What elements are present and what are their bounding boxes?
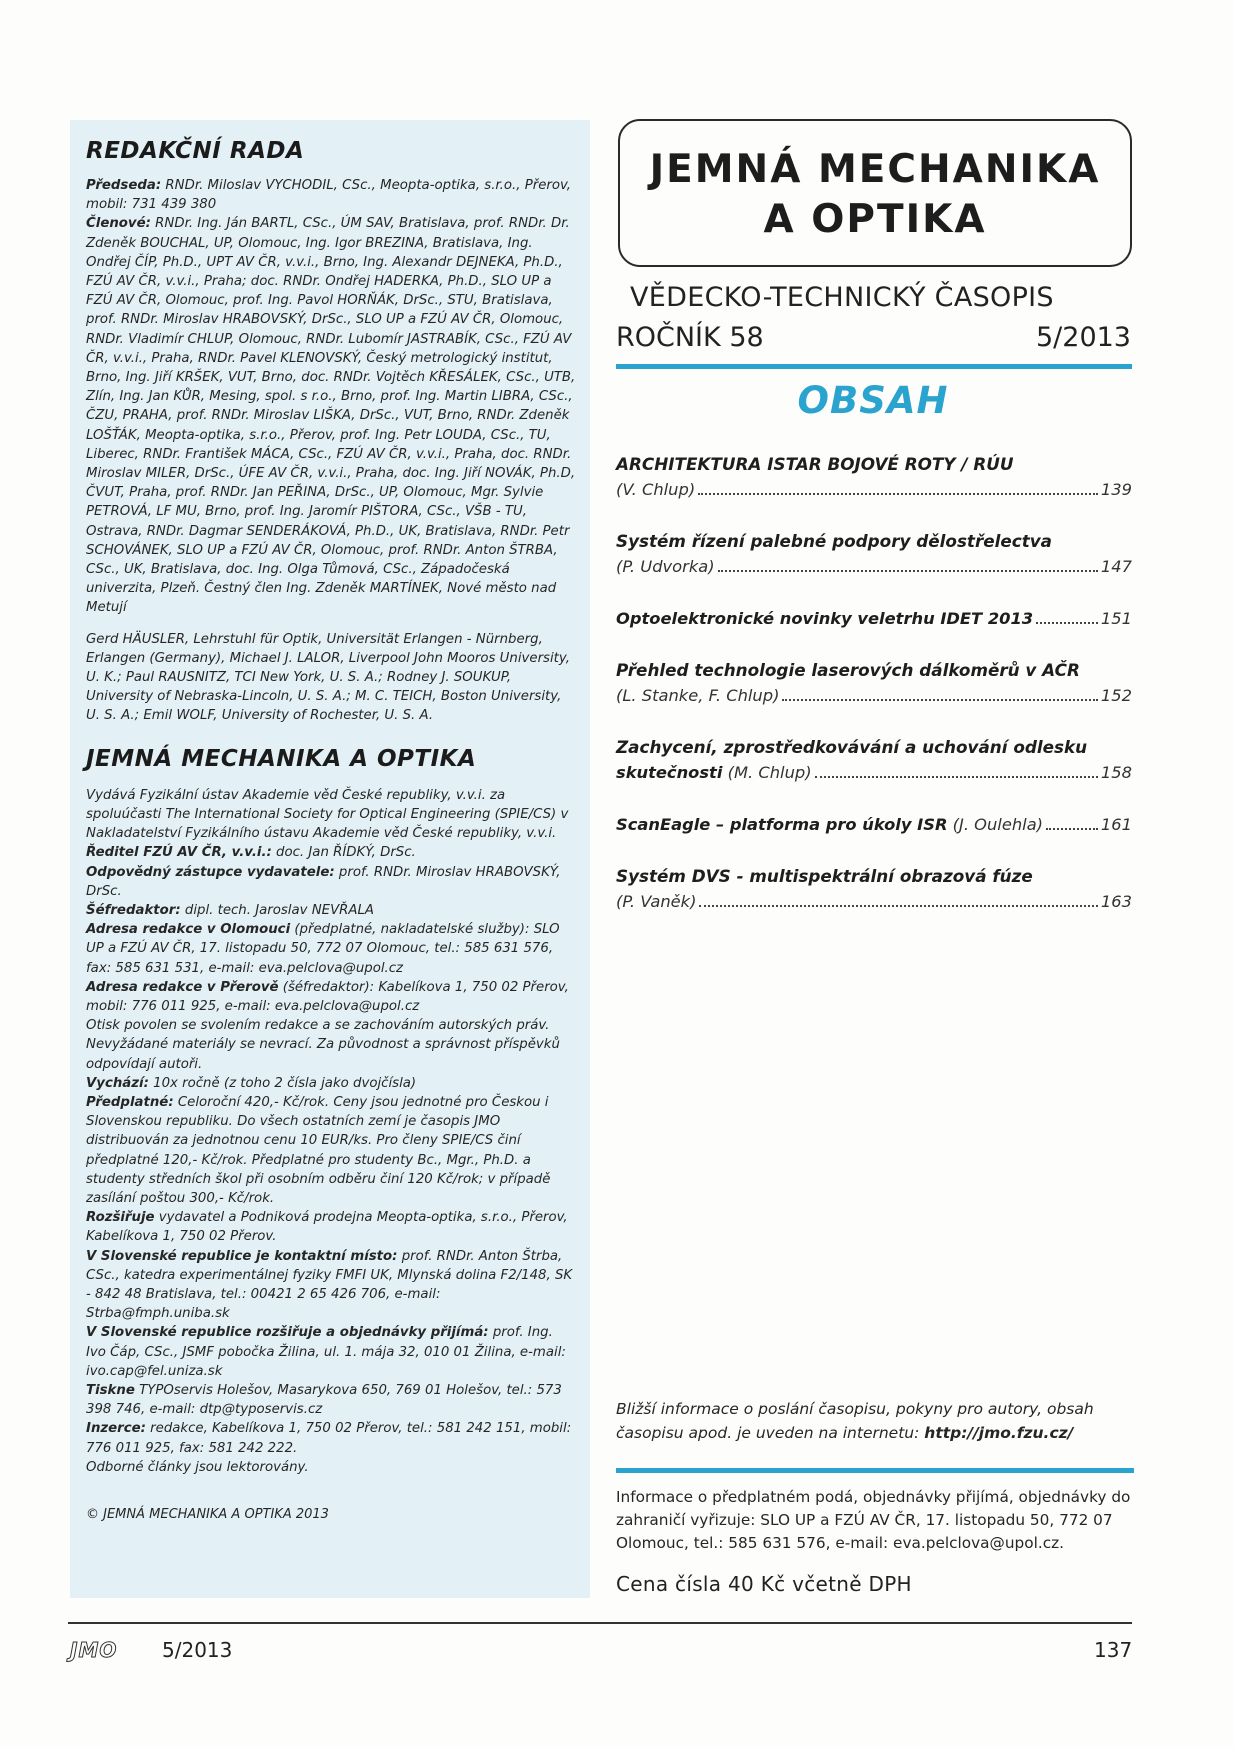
website-link[interactable]: http://jmo.fzu.cz/ — [924, 1424, 1074, 1442]
editor-label: Šéfredaktor: — [86, 902, 181, 918]
toc-entry-title: ARCHITEKTURA ISTAR BOJOVÉ ROTY / RÚU — [616, 454, 1014, 474]
toc-entry-authors: (M. Chlup) — [727, 763, 812, 782]
members-label: Členové: — [86, 216, 151, 232]
toc-entry[interactable] — [616, 529, 1132, 579]
toc-entry-authors: (P. Udvorka) — [616, 557, 715, 576]
volume: ROČNÍK 58 — [616, 322, 764, 353]
issue-number: 5/2013 — [1036, 322, 1131, 353]
magazine-info — [86, 746, 576, 1522]
subscription-info: Informace o předplatném podá, objednávky přijímá, objednávky do zahraničí vyřizuje: SLO UP a FZÚ AV ČR, 17. listopadu 50, 772 07 Olomouc, tel.: 585 631 576, e-mail: eva.pelclova@upol.cz. — [616, 1488, 1131, 1552]
olomouc-label: Adresa redakce v Olomouci — [86, 922, 291, 938]
toc-entry[interactable] — [616, 658, 1132, 708]
footer-issue: 5/2013 — [162, 1638, 233, 1662]
editorial-panel — [70, 120, 590, 1598]
editor-text: dipl. tech. Jaroslav NEVŘALA — [180, 902, 375, 918]
frequency-line — [86, 1074, 576, 1093]
toc-entry-page: 163 — [1100, 892, 1132, 911]
dot-leader — [782, 699, 1098, 701]
chair-label: Předseda: — [86, 178, 162, 193]
distribution-text: vydavatel a Podniková prodejna Meopta-optika, s.r.o., Přerov, Kabelíkova 1, 750 02 Přerov. — [86, 1210, 568, 1245]
print-text: TYPOservis Holešov, Masarykova 650, 769 01 Holešov, tel.: 573 398 746, e-mail: dtp@typoservis.cz — [86, 1382, 562, 1418]
sk-orders-line — [86, 1323, 576, 1381]
print-label: Tiskne — [86, 1382, 135, 1398]
journal-title-line1: JEMNÁ MECHANIKA — [649, 147, 1101, 192]
olomouc-address — [86, 920, 576, 978]
editorial-board — [86, 138, 576, 726]
journal-title-line2: A OPTIKA — [763, 197, 987, 242]
review-text: Odborné články jsou lektorovány. — [86, 1459, 309, 1475]
toc-entry[interactable] — [616, 606, 1132, 631]
toc-entry-page: 139 — [1100, 480, 1132, 499]
deputy-line — [86, 863, 576, 901]
dot-leader — [718, 570, 1098, 572]
info-note-text: Bližší informace o poslání časopisu, pokyny pro autory, obsah časopisu apod. je uveden na internetu: — [616, 1400, 1094, 1442]
print-line — [86, 1381, 576, 1419]
toc-entry-page: 147 — [1100, 557, 1132, 576]
page-number: 137 — [1094, 1638, 1133, 1662]
toc-entry-title-continued: skutečnosti — [616, 763, 723, 782]
info-note — [616, 1397, 1136, 1445]
frequency-text: 10x ročně (z toho 2 čísla jako dvojčísla) — [148, 1075, 417, 1091]
masthead-box — [618, 119, 1132, 267]
dot-leader — [815, 776, 1098, 778]
toc-entry[interactable] — [616, 812, 1132, 837]
frequency-label: Vychází: — [86, 1075, 149, 1091]
international-members: Gerd HÄUSLER, Lehrstuhl für Optik, Universität Erlangen - Nürnberg, Erlangen (Germany), Michael J. LALOR, Liverpool John Mooros University, U. K.; Paul RAUSNITZ, TCI New York, U. S. A.; Rodney J. SOUKUP, University of Nebraska-Lincoln, U. S. A.; M. C. TEICH, Boston University, U. S. A.; Emil WOLF, University of Rochester, U. S. A. — [86, 631, 570, 724]
director-label: Ředitel FZÚ AV ČR, v.v.i.: — [86, 845, 272, 861]
members-text: RNDr. Ing. Ján BARTL, CSc., ÚM SAV, Bratislava, prof. RNDr. Dr. Zdeněk BOUCHAL, UP, Olomouc, Ing. Igor BREZINA, Bratislava, Ing. Ondřej ČÍP, Ph.D., UPT AV ČR, v.v.i., Brno, Ing. Alexandr DEJNEKA, Ph.D., FZÚ AV ČR, v.v.i., Praha; doc. RNDr. Ondřej HADERKA, Ph.D., SLO UP a FZÚ AV ČR, Olomouc, prof. Ing. Pavol HORŇÁK, DrSc., STU, Bratislava, prof. RNDr. Miroslav HRABOVSKÝ, DrSc., SLO UP a FZÚ AV ČR, Olomouc, RNDr. Vladimír CHLUP, Olomouc, RNDr. Lubomír JASTRABÍK, CSc., FZÚ AV ČR, v.v.i., Praha, RNDr. Pavel KLENOVSKÝ, Český metrologický institut, Brno, Ing. Jiří KRŠEK, VUT, Brno, doc. RNDr. Vojtěch KŘESÁLEK, CSc., UTB, Zlín, Ing. Jan KŮR, Mesing, spol. s r.o., Brno, prof. Ing. Martin LIBRA, CSc., ČZU, PRAHA, prof. RNDr. Miroslav LIŠKA, DrSc., VUT, Brno, RNDr. Zdeněk LOŠŤÁK, Meopta-optika, s.r.o., Přerov, prof. Ing. Petr LOUDA, CSc., TU, Liberec, RNDr. František MÁCA, CSc., FZÚ AV ČR, v.v.i., Praha, doc. RNDr. Miroslav MILER, DrSc., ÚFE AV ČR, v.v.i., Praha, doc. Ing. Jiří NOVÁK, Ph.D, ČVUT, Praha, prof. RNDr. Jan PEŘINA, DrSc., UP, Olomouc, Mgr. Sylvie PETROVÁ, LF MU, Brno, prof. Ing. Jaromír PIŠTORA, CSc., VŠB - TU, Ostrava, RNDr. Dagmar SENDERÁKOVÁ, Ph.D., UK, Bratislava, RNDr. Petr SCHOVÁNEK, SLO UP a FZÚ AV ČR, Olomouc, prof. RNDr. Anton ŠTRBA, CSc., UK, Bratislava, doc. Ing. Olga Tůmová, CSc., Západočeská univerzita, Plzeň. Čestný člen Ing. Zdeněk MARTÍNEK, Nové město nad Metují — [86, 216, 576, 616]
toc-entry-authors: (P. Vaněk) — [616, 892, 697, 911]
ads-label: Inzerce: — [86, 1421, 146, 1437]
director-line — [86, 843, 576, 862]
editor-line — [86, 901, 576, 920]
dot-leader — [699, 905, 1097, 907]
toc-entry[interactable] — [616, 452, 1132, 502]
toc-entry-page: 158 — [1100, 763, 1132, 782]
issue-price: Cena čísla 40 Kč včetně DPH — [616, 1572, 912, 1596]
toc-entry-title: Systém DVS - multispektrální obrazová fúze — [616, 866, 1033, 886]
prerov-text: (šéfredaktor): Kabelíkova 1, 750 02 Přerov, mobil: 776 011 925, e-mail: eva.pelclova@upol.cz — [86, 979, 569, 1014]
director-text: doc. Jan ŘÍDKÝ, DrSc. — [271, 845, 416, 861]
publisher-text: Vydává Fyzikální ústav Akademie věd České republiky, v.v.i. za spoluúčasti The International Society for Optical Engineering (SPIE/CS) v Nakladatelství Fyzikálního ústavu Akademie věd České republiky, v.v.i. — [86, 787, 569, 842]
deputy-text: prof. RNDr. Miroslav HRABOVSKÝ, DrSc. — [86, 864, 561, 899]
contents-heading: OBSAH — [797, 379, 949, 422]
sk-contact-label: V Slovenské republice je kontaktní místo: — [86, 1248, 398, 1264]
distribution-label: Rozšiřuje — [86, 1210, 155, 1226]
jmo-logo: JMO — [70, 1638, 118, 1662]
reprint-text: Otisk povolen se svolením redakce a se zachováním autorských práv. Nevyžádané materiály se nevrací. Za původnost a správnost příspěvků odpovídají autoři. — [86, 1018, 560, 1072]
toc-entry-authors: (V. Chlup) — [616, 480, 696, 499]
volume-row — [616, 322, 1131, 353]
copyright: © JEMNÁ MECHANIKA A OPTIKA 2013 — [86, 1507, 329, 1522]
sk-orders-label: V Slovenské republice rozšiřuje a objednávky přijímá: — [86, 1325, 489, 1341]
board-members — [86, 214, 576, 617]
dot-leader — [1036, 622, 1098, 624]
dot-leader — [1046, 828, 1098, 830]
table-of-contents — [616, 452, 1132, 941]
journal-subtitle: VĚDECKO-TECHNICKÝ ČASOPIS — [630, 282, 1054, 313]
sk-orders-text: prof. Ing. Ivo Čáp, CSc., JSMF pobočka Žilina, ul. 1. mája 32, 010 01 Žilina, e-mail: ivo.cap@fel.uniza.sk — [86, 1325, 566, 1379]
toc-entry-authors: (J. Oulehla) — [952, 815, 1044, 834]
toc-entry-title: Systém řízení palebné podpory dělostřelectva — [616, 531, 1052, 551]
subscription-line — [86, 1093, 576, 1208]
toc-entry[interactable] — [616, 735, 1132, 785]
olomouc-text: (předplatné, nakladatelské služby): SLO UP a FZÚ AV ČR, 17. listopadu 50, 772 07 Olomouc, tel.: 585 631 576, fax: 585 631 531, e-mail: eva.pelclova@upol.cz — [86, 922, 560, 976]
toc-entry-title: Zachycení, zprostředkovávání a uchování odlesku — [616, 737, 1088, 757]
dot-leader — [698, 493, 1098, 495]
toc-entry-authors: (L. Stanke, F. Chlup) — [616, 686, 780, 705]
masthead-divider — [616, 364, 1132, 369]
board-chair — [86, 176, 576, 214]
toc-entry[interactable] — [616, 864, 1132, 914]
toc-entry-page: 152 — [1100, 686, 1132, 705]
sk-contact-text: prof. RNDr. Anton Štrba, CSc., katedra experimentálnej fyziky FMFI UK, Mlynská dolina F2/148, SK - 842 48 Bratislava, tel.: 00421 2 65 426 706, e-mail: Strba@fmph.uniba.sk — [86, 1248, 573, 1322]
editorial-board-heading: REDAKČNÍ RADA — [86, 138, 305, 164]
toc-entry-title: Optoelektronické novinky veletrhu IDET 2013 — [616, 609, 1034, 628]
toc-entry-page: 161 — [1100, 815, 1132, 834]
chair-text: RNDr. Miloslav VYCHODIL, CSc., Meopta-optika, s.r.o., Přerov, mobil: 731 439 380 — [86, 178, 571, 213]
toc-entry-page: 151 — [1100, 609, 1132, 628]
footer-rule — [68, 1622, 1132, 1624]
sk-contact-line — [86, 1247, 576, 1324]
deputy-label: Odpovědný zástupce vydavatele: — [86, 864, 335, 880]
prerov-label: Adresa redakce v Přerově — [86, 979, 279, 995]
distribution-line — [86, 1208, 576, 1246]
subscription-label: Předplatné: — [86, 1094, 174, 1110]
toc-entry-title: Přehled technologie laserových dálkoměrů v AČR — [616, 660, 1080, 680]
magazine-info-heading: JEMNÁ MECHANIKA A OPTIKA — [86, 745, 477, 772]
ads-text: redakce, Kabelíkova 1, 750 02 Přerov, tel.: 581 242 151, mobil: 776 011 925, fax: 581 242 222. — [86, 1421, 572, 1456]
subscription-text: Celoroční 420,- Kč/rok. Ceny jsou jednotné pro Českou i Slovenskou republiku. Do všech ostatních zemí je časopis JMO distribuován za jednotnou cenu 10 EUR/ks. Pro členy SPIE/CS činí předplatné 120,- Kč/rok. Předplatné pro studenty Bc., Mgr., Ph.D. a studenty středních škol při osobním odběru činí 120 Kč/rok; v případě zasílání poštou 300,- Kč/rok. — [86, 1094, 551, 1206]
ads-line — [86, 1419, 576, 1457]
info-divider — [616, 1468, 1134, 1473]
toc-entry-title: ScanEagle – platforma pro úkoly ISR — [616, 815, 948, 834]
prerov-address — [86, 978, 576, 1016]
